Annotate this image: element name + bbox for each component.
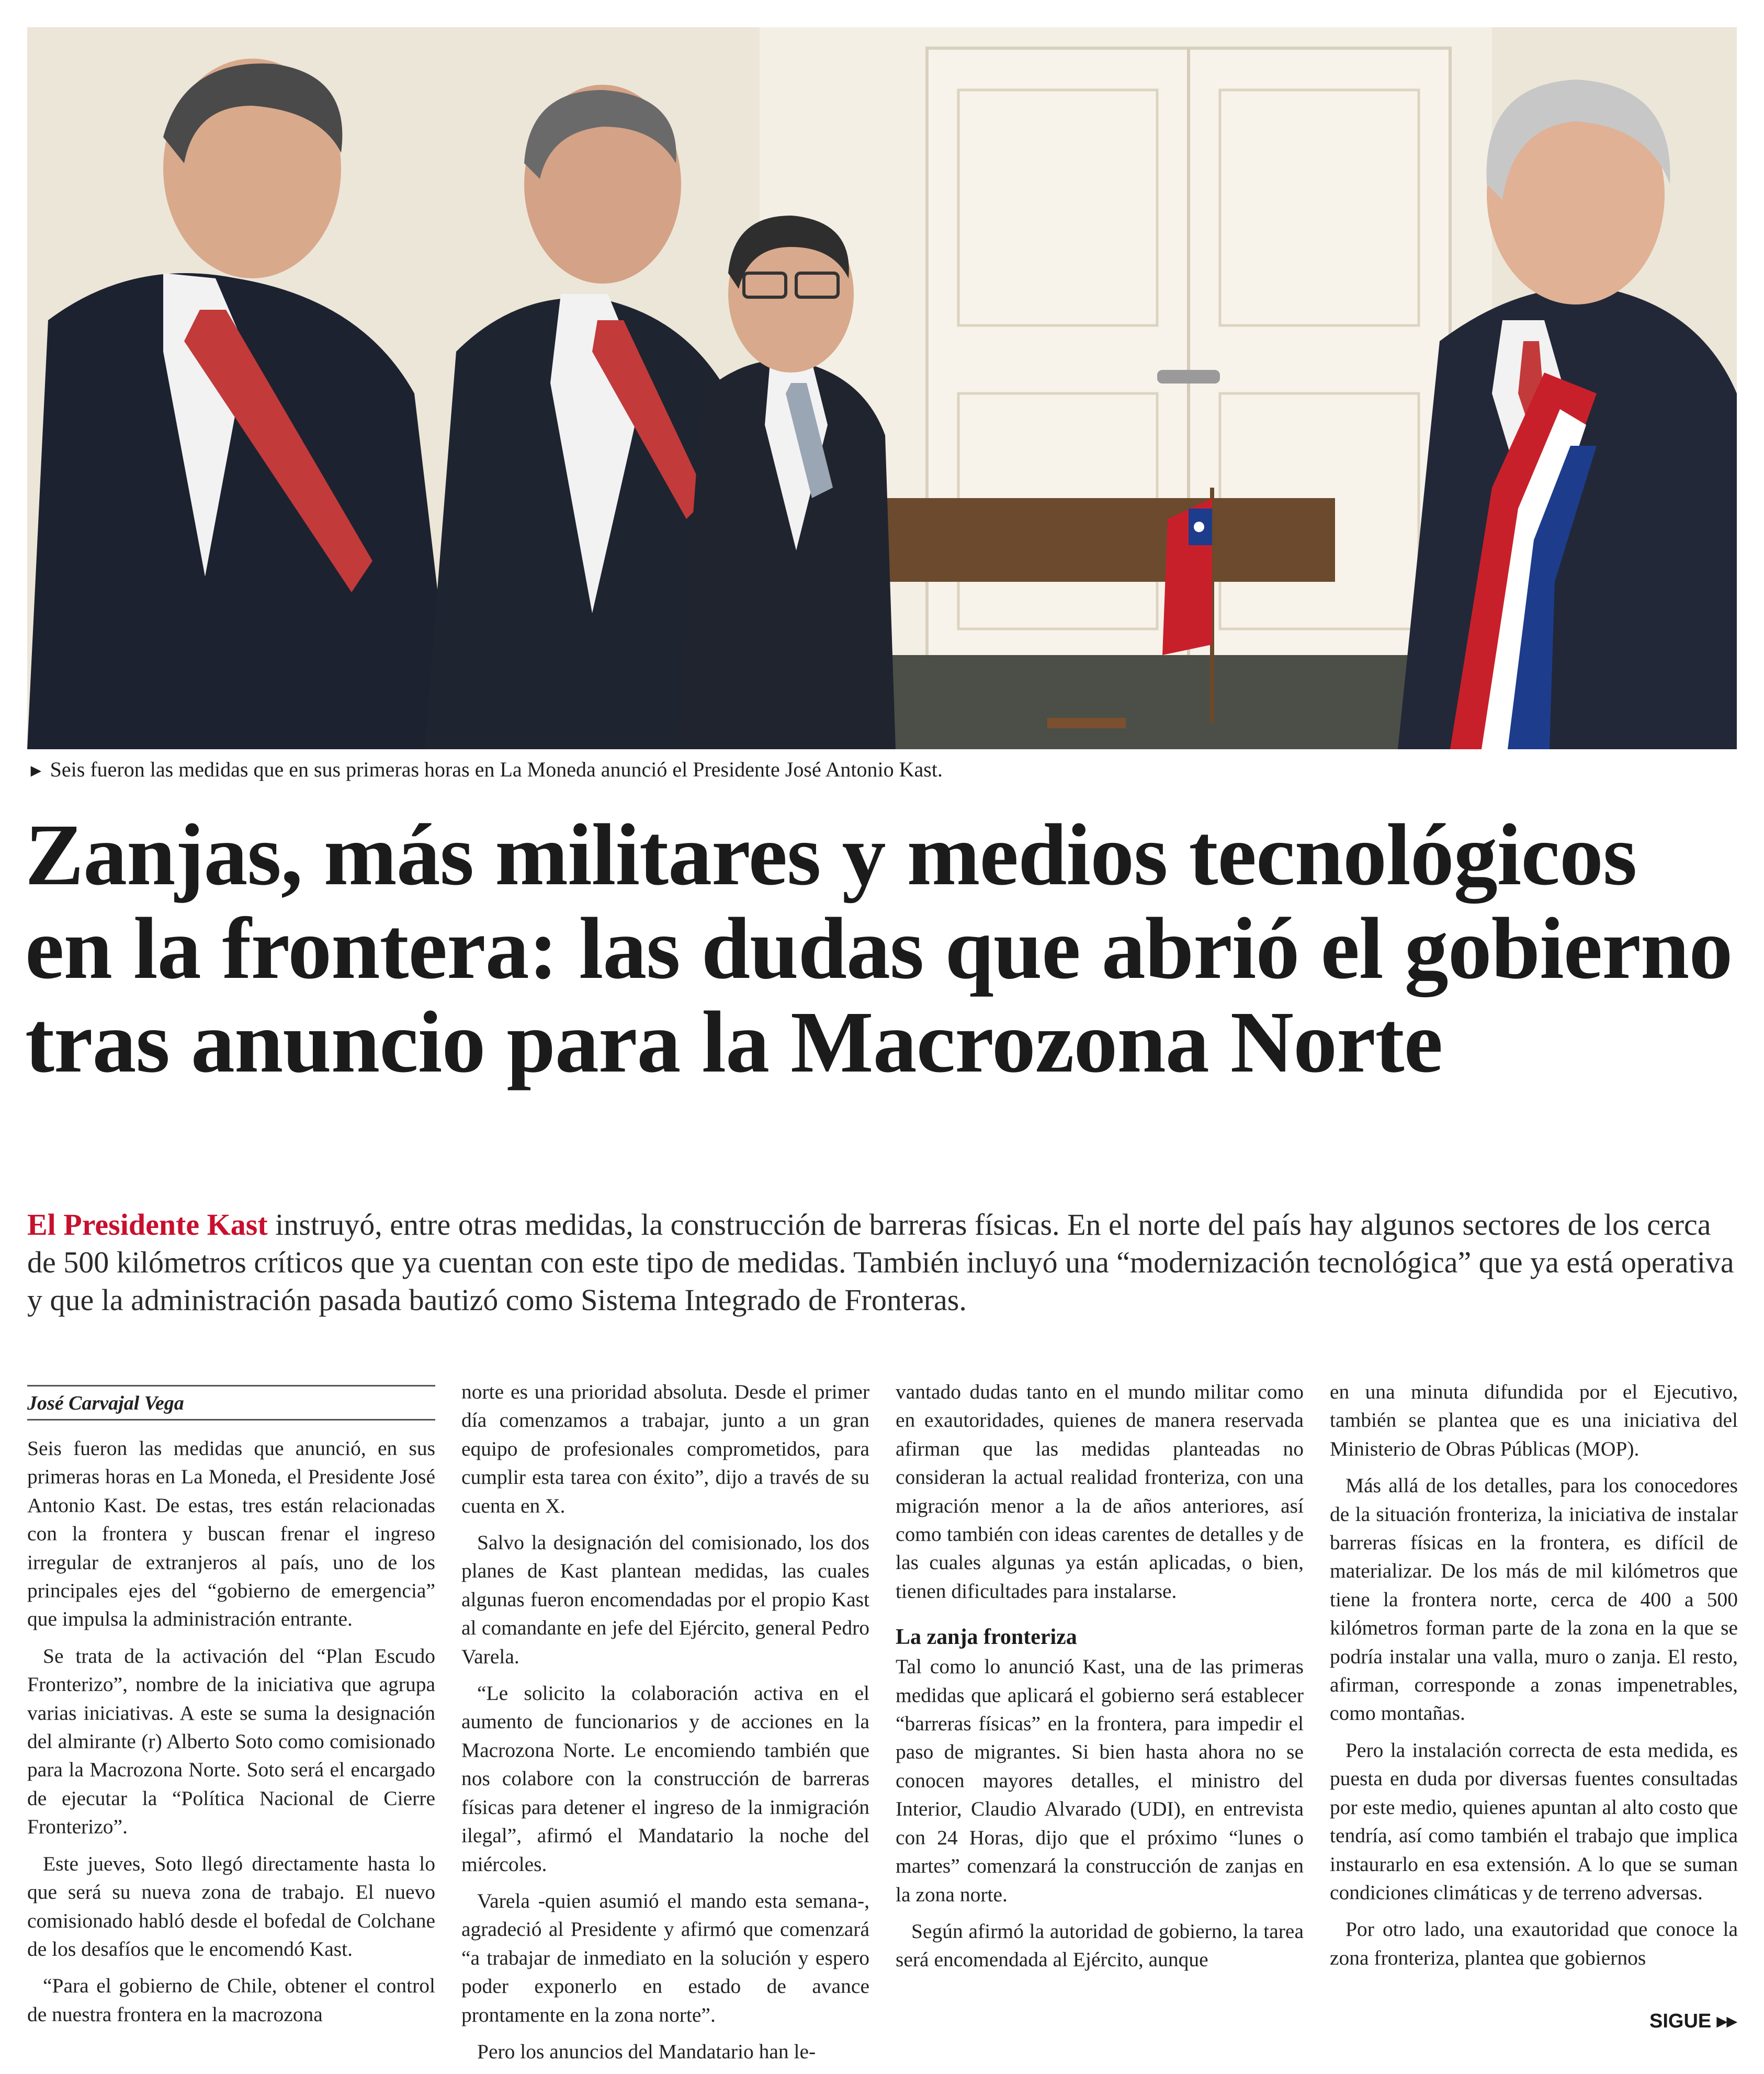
paragraph: en una minuta difundida por el Ejecutivo, también se plantea que es una iniciativa del Ministerio de Obras Públicas (MOP). <box>1330 1380 1738 1460</box>
paragraph: “Para el gobierno de Chile, obtener el control de nuestra frontera en la macrozona <box>27 1974 435 2026</box>
headline: Zanjas, más militares y medios tecnológicos en la frontera: las dudas que abrió el gobierno tras anuncio para la Macrozona Norte <box>25 806 1733 1091</box>
article-column-3 <box>896 1378 1304 1982</box>
paragraph: Salvo la designación del comisionado, los dos planes de Kast plantean medidas, las cuales algunas fueron encomendadas por el propio Kast al comandante en jefe del Ejército, general Pedro Varela. <box>461 1531 869 1668</box>
article-column-2 <box>461 1378 869 2074</box>
paragraph: Por otro lado, una exautoridad que conoce la zona fronteriza, plantea que gobiernos <box>1330 1918 1738 1969</box>
photo-caption <box>27 757 1737 784</box>
article-column-1 <box>27 1378 435 2037</box>
byline: José Carvajal Vega <box>27 1385 435 1421</box>
paragraph: Seis fueron las medidas que anunció, en sus primeras horas en La Moneda, el Presidente José Antonio Kast. De estas, tres están relacionadas con la frontera y buscan frenar el ingreso irregular de extranjeros al país, uno de los principales ejes del “gobierno de emergencia” que impulsa la administración entrante. <box>27 1437 435 1631</box>
deck-text: instruyó, entre otras medidas, la construcción de barreras físicas. En el norte del país hay algunos sectores de los cerca de 500 kilómetros críticos que ya cuentan con este tipo de medidas. También incluyó una “modernización tecnológica” que ya está operativa y que la administración pasada bautizó como Sistema Integrado de Fronteras. <box>27 1208 1734 1317</box>
caption-triangle-icon: ► <box>27 761 45 781</box>
paragraph: Varela -quien asumió el mando esta semana-, agradeció al Presidente y afirmó que comenzará “a trabajar de inmediato en la solución y espero poder exponerlo en estado de avance prontamente en la zona norte”. <box>461 1889 869 2026</box>
caption-text: Seis fueron las medidas que en sus primeras horas en La Moneda anunció el Presidente José Antonio Kast. <box>50 758 943 781</box>
photo-illustration <box>27 27 1737 749</box>
paragraph: “Le solicito la colaboración activa en el aumento de funcionarios y de acciones en la Macrozona Norte. Le encomiendo también que nos colabore con la construcción de barreras físicas para detener el ingreso de la inmigración ilegal”, afirmó el Mandatario la noche del miércoles. <box>461 1682 869 1876</box>
deck <box>27 1206 1737 1319</box>
paragraph: norte es una prioridad absoluta. Desde el primer día comenzamos a trabajar, junto a un gran equipo de profesionales comprometidos, para cumplir esta tarea con éxito”, dijo a través de su cuenta en X. <box>461 1380 869 1517</box>
paragraph: Se trata de la activación del “Plan Escudo Fronterizo”, nombre de la iniciativa que agrupa varias iniciativas. A este se suma la designación del almirante (r) Alberto Soto como comisionado para la Macrozona Norte. Soto será el encargado de ejecutar la “Política Nacional de Cierre Fronterizo”. <box>27 1644 435 1839</box>
paragraph: Pero la instalación correcta de esta medida, es puesta en duda por diversas fuentes consultadas por este medio, quienes apuntan al alto costo que tendría, así como también el trabajo que implica instaurarlo en esa extensión. A lo que se suman condiciones climáticas y de terreno adversas. <box>1330 1738 1738 1904</box>
deck-lead: El Presidente Kast <box>27 1208 268 1242</box>
paragraph: Pero los anuncios del Mandatario han le- <box>477 2039 816 2063</box>
paragraph: Este jueves, Soto llegó directamente hasta lo que será su nueva zona de trabajo. El nuevo comisionado habló desde el bofedal de Colchane de los desafíos que le encomendó Kast. <box>27 1852 435 1960</box>
article-photo <box>27 27 1737 749</box>
article-column-4 <box>1330 1378 1738 1980</box>
subheading: La zanja fronteriza <box>896 1625 1077 1650</box>
paragraph: Según afirmó la autoridad de gobierno, la tarea será encomendada al Ejército, aunque <box>896 1919 1304 1971</box>
continue-label: SIGUE ▸▸ <box>1649 2010 1737 2032</box>
paragraph: Tal como lo anunció Kast, una de las primeras medidas que aplicará el gobierno será establecer “barreras físicas” en la frontera, para impedir el paso de migrantes. Si bien hasta ahora no se conocen mayores detalles, el ministro del Interior, Claudio Alvarado (UDI), en entrevista con 24 Horas, dijo que el próximo “lunes o martes” comenzará la construcción de zanjas en la zona norte. <box>896 1655 1304 1906</box>
paragraph: Más allá de los detalles, para los conocedores de la situación fronteriza, la iniciativa de instalar barreras físicas en la frontera, es difícil de materializar. De los más de mil kilómetros que tiene la frontera norte, cerca de 400 a 500 kilómetros forman parte de la zona en la que se podría instalar una valla, muro o zanja. El resto, afirman, corresponde a zonas impenetrables, como montañas. <box>1330 1474 1738 1725</box>
paragraph: vantado dudas tanto en el mundo militar como en exautoridades, quienes de manera reservada afirman que las medidas planteadas no consideran la actual realidad fronteriza, con una migración menor a la de años anteriores, así como también con ideas carentes de detalles y de las cuales algunas ya están aplicadas, o bien, tienen dificultades para instalarse. <box>896 1380 1304 1603</box>
